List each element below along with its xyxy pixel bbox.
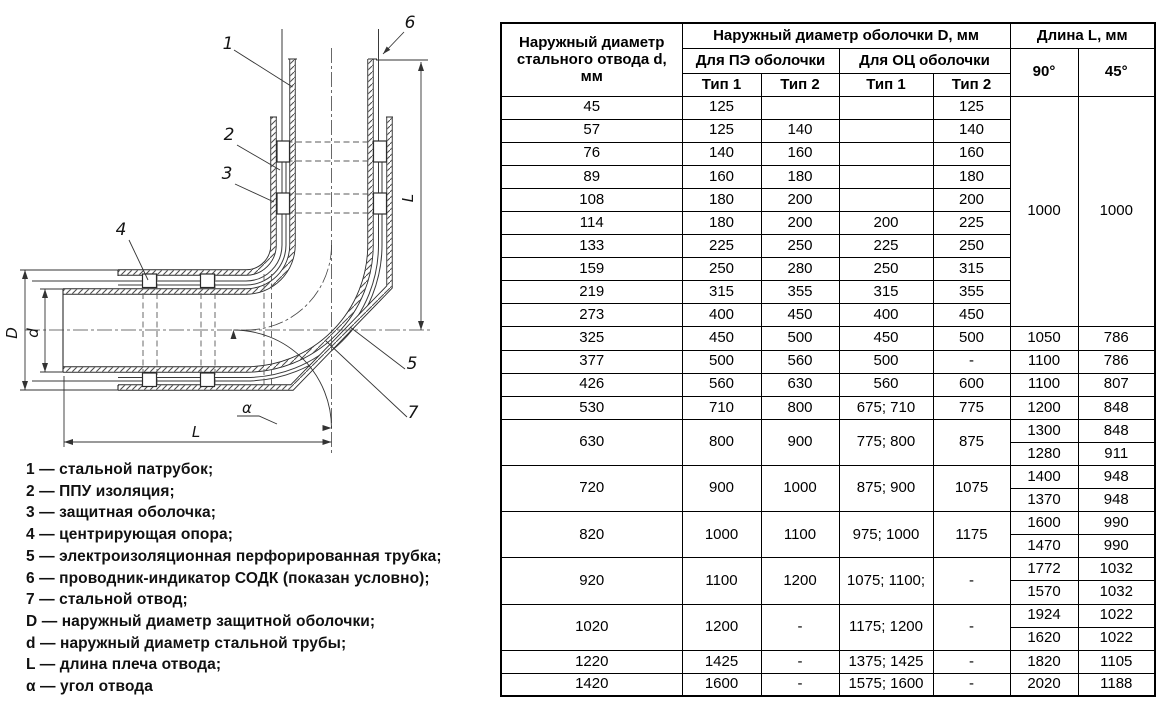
- table-cell: 848: [1078, 419, 1155, 442]
- header-90deg: 90°: [1010, 48, 1078, 96]
- callout-6: 6: [404, 13, 416, 33]
- header-pe-type2: Тип 2: [761, 73, 839, 96]
- table-cell: 675; 710: [839, 396, 933, 419]
- table-cell: 219: [501, 281, 682, 304]
- table-row: [501, 673, 1155, 696]
- legend-item: 4 — центрирующая опора;: [26, 526, 234, 544]
- table-cell: 1220: [501, 650, 682, 673]
- table-row: [501, 419, 1155, 442]
- table-cell: 1050: [1010, 327, 1078, 350]
- table-cell: 1075: [933, 466, 1010, 512]
- table-cell: 560: [682, 373, 761, 396]
- table-cell: [839, 188, 933, 211]
- table-cell: 1575; 1600: [839, 673, 933, 696]
- table-cell: 900: [761, 419, 839, 465]
- legend-item: D — наружный диаметр защитной оболочки;: [26, 612, 376, 630]
- table-cell: 911: [1078, 442, 1155, 465]
- spec-table: [500, 22, 1156, 697]
- table-cell: 920: [501, 558, 682, 604]
- table-cell: 1175; 1200: [839, 604, 933, 650]
- table-cell: -: [761, 650, 839, 673]
- table-cell: 900: [682, 466, 761, 512]
- table-row: [501, 350, 1155, 373]
- table-cell: 325: [501, 327, 682, 350]
- table-cell: 108: [501, 188, 682, 211]
- table-row: [501, 396, 1155, 419]
- table-cell: 1470: [1010, 535, 1078, 558]
- table-cell: 250: [839, 258, 933, 281]
- callout-leaders: [129, 32, 407, 417]
- table-cell: 1200: [761, 558, 839, 604]
- table-cell: 500: [933, 327, 1010, 350]
- table-cell: 1375; 1425: [839, 650, 933, 673]
- table-cell: 315: [933, 258, 1010, 281]
- table-cell: 800: [682, 419, 761, 465]
- table-cell: 975; 1000: [839, 512, 933, 558]
- table-cell: 133: [501, 235, 682, 258]
- table-cell: -: [933, 350, 1010, 373]
- table-cell: 180: [682, 211, 761, 234]
- table-cell: 1075; 1100;: [839, 558, 933, 604]
- protective-casing: [115, 117, 390, 388]
- table-cell: 225: [839, 235, 933, 258]
- table-cell: 159: [501, 258, 682, 281]
- table-cell: 200: [761, 188, 839, 211]
- table-cell: 875: [933, 419, 1010, 465]
- table-cell: 775; 800: [839, 419, 933, 465]
- pipe-elbow-drawing: [0, 0, 500, 462]
- table-cell: 800: [761, 396, 839, 419]
- table-cell: 807: [1078, 373, 1155, 396]
- table-cell: 1280: [1010, 442, 1078, 465]
- table-row: [501, 558, 1155, 581]
- table-cell: 1370: [1010, 489, 1078, 512]
- table-cell: 1620: [1010, 627, 1078, 650]
- spec-table-wrap: [500, 22, 1156, 697]
- conductor-indicator-lines: [32, 29, 382, 381]
- table-cell: 280: [761, 258, 839, 281]
- table-cell: 990: [1078, 512, 1155, 535]
- table-row: [501, 373, 1155, 396]
- table-row: [501, 512, 1155, 535]
- table-cell: 1200: [682, 604, 761, 650]
- table-cell: 630: [761, 373, 839, 396]
- table-cell: 160: [682, 165, 761, 188]
- table-cell: 160: [761, 142, 839, 165]
- table-cell: 786: [1078, 327, 1155, 350]
- table-cell: 377: [501, 350, 682, 373]
- table-cell: 786: [1078, 350, 1155, 373]
- table-cell: 114: [501, 211, 682, 234]
- dim-label-alpha: α: [242, 399, 252, 417]
- table-cell: 2020: [1010, 673, 1078, 696]
- table-cell: [839, 119, 933, 142]
- table-cell: -: [761, 673, 839, 696]
- table-cell: 426: [501, 373, 682, 396]
- table-cell: 45: [501, 96, 682, 119]
- legend-item: 7 — стальной отвод;: [26, 591, 188, 609]
- header-col-d: Наружный диаметр стального отвода d, мм: [501, 23, 682, 96]
- dimension-d: [24, 289, 63, 372]
- table-cell: 560: [761, 350, 839, 373]
- table-cell: 89: [501, 165, 682, 188]
- table-cell: 1100: [1010, 350, 1078, 373]
- table-cell: 500: [761, 327, 839, 350]
- table-cell: 560: [839, 373, 933, 396]
- table-cell: 315: [839, 281, 933, 304]
- table-cell: -: [933, 558, 1010, 604]
- table-cell: 140: [933, 119, 1010, 142]
- header-oc-type2: Тип 2: [933, 73, 1010, 96]
- table-cell: -: [761, 604, 839, 650]
- table-cell: 775: [933, 396, 1010, 419]
- table-row: [501, 604, 1155, 627]
- legend-item: 3 — защитная оболочка;: [26, 504, 216, 522]
- table-cell: 200: [933, 188, 1010, 211]
- table-cell: 57: [501, 119, 682, 142]
- table-cell: 180: [682, 188, 761, 211]
- table-cell: 630: [501, 419, 682, 465]
- table-cell: 125: [682, 119, 761, 142]
- table-cell: 1105: [1078, 650, 1155, 673]
- table-cell: 450: [682, 327, 761, 350]
- table-cell: 200: [839, 211, 933, 234]
- table-cell: 820: [501, 512, 682, 558]
- table-cell: 250: [682, 258, 761, 281]
- table-cell: 1188: [1078, 673, 1155, 696]
- table-cell: 1100: [682, 558, 761, 604]
- table-cell: 273: [501, 304, 682, 327]
- table-cell: 875; 900: [839, 466, 933, 512]
- table-cell: 125: [682, 96, 761, 119]
- table-cell: 450: [761, 304, 839, 327]
- table-cell: 500: [682, 350, 761, 373]
- table-cell: 1820: [1010, 650, 1078, 673]
- table-cell: [761, 96, 839, 119]
- legend-item: α — угол отвода: [26, 678, 153, 696]
- table-row: [501, 466, 1155, 489]
- dim-label-d: d: [24, 328, 42, 338]
- table-cell: 1020: [501, 604, 682, 650]
- dim-label-L-bottom: L: [191, 423, 201, 441]
- table-cell: 1772: [1010, 558, 1078, 581]
- table-cell: 250: [761, 235, 839, 258]
- callout-7: 7: [407, 403, 419, 423]
- legend: [26, 459, 442, 698]
- table-cell: 1200: [1010, 396, 1078, 419]
- table-cell: 848: [1078, 396, 1155, 419]
- dim-label-D: D: [3, 327, 21, 339]
- table-cell: 1100: [761, 512, 839, 558]
- table-cell: 720: [501, 466, 682, 512]
- header-45deg: 45°: [1078, 48, 1155, 96]
- table-cell: -: [933, 673, 1010, 696]
- table-cell: 1175: [933, 512, 1010, 558]
- table-cell: 1000: [1078, 96, 1155, 327]
- table-cell: 1000: [1010, 96, 1078, 327]
- table-cell: 1000: [761, 466, 839, 512]
- table-cell: 225: [682, 235, 761, 258]
- table-cell: 530: [501, 396, 682, 419]
- table-cell: -: [933, 650, 1010, 673]
- table-cell: 948: [1078, 489, 1155, 512]
- legend-item: 6 — проводник-индикатор СОДК (показан условно);: [26, 569, 430, 587]
- callout-5: 5: [406, 354, 418, 374]
- table-cell: 200: [761, 211, 839, 234]
- table-cell: 315: [682, 281, 761, 304]
- table-cell: 1100: [1010, 373, 1078, 396]
- legend-item: 2 — ППУ изоляция;: [26, 482, 175, 500]
- table-cell: 140: [682, 142, 761, 165]
- table-cell: 1400: [1010, 466, 1078, 489]
- table-cell: 710: [682, 396, 761, 419]
- table-row: [501, 96, 1155, 119]
- header-pe: Для ПЭ оболочки: [682, 48, 839, 73]
- header-group-L: Длина L, мм: [1010, 23, 1155, 48]
- table-cell: [839, 96, 933, 119]
- table-cell: [839, 165, 933, 188]
- table-cell: 1022: [1078, 627, 1155, 650]
- table-cell: -: [933, 604, 1010, 650]
- table-row: [501, 327, 1155, 350]
- table-cell: 1570: [1010, 581, 1078, 604]
- table-cell: 1600: [1010, 512, 1078, 535]
- table-cell: 1022: [1078, 604, 1155, 627]
- table-cell: 355: [761, 281, 839, 304]
- legend-item: 5 — электроизоляционная перфорированная трубка;: [26, 547, 442, 565]
- legend-item: L — длина плеча отвода;: [26, 656, 222, 674]
- table-cell: 450: [839, 327, 933, 350]
- table-cell: 400: [839, 304, 933, 327]
- callout-4: 4: [115, 220, 127, 240]
- table-cell: 160: [933, 142, 1010, 165]
- table-cell: 1032: [1078, 581, 1155, 604]
- table-cell: 500: [839, 350, 933, 373]
- table-cell: 250: [933, 235, 1010, 258]
- header-oc-type1: Тип 1: [839, 73, 933, 96]
- steel-pipe: [63, 59, 371, 370]
- table-cell: 1600: [682, 673, 761, 696]
- table-row: [501, 650, 1155, 673]
- table-cell: 600: [933, 373, 1010, 396]
- table-cell: 1425: [682, 650, 761, 673]
- callout-1: 1: [222, 34, 234, 54]
- legend-item: d — наружный диаметр стальной трубы;: [26, 634, 347, 652]
- header-oc: Для ОЦ оболочки: [839, 48, 1010, 73]
- callout-3: 3: [221, 164, 233, 184]
- table-cell: 180: [933, 165, 1010, 188]
- table-cell: 1420: [501, 673, 682, 696]
- table-cell: 450: [933, 304, 1010, 327]
- table-cell: 180: [761, 165, 839, 188]
- header-pe-type1: Тип 1: [682, 73, 761, 96]
- table-cell: 948: [1078, 466, 1155, 489]
- table-cell: 1924: [1010, 604, 1078, 627]
- legend-item: 1 — стальной патрубок;: [26, 461, 214, 478]
- header-group-D: Наружный диаметр оболочки D, мм: [682, 23, 1010, 48]
- table-cell: 1300: [1010, 419, 1078, 442]
- callout-2: 2: [223, 125, 235, 145]
- table-cell: 125: [933, 96, 1010, 119]
- table-cell: 1032: [1078, 558, 1155, 581]
- table-cell: 355: [933, 281, 1010, 304]
- table-cell: 76: [501, 142, 682, 165]
- dim-label-L-right: L: [399, 193, 417, 203]
- table-cell: 225: [933, 211, 1010, 234]
- table-cell: 140: [761, 119, 839, 142]
- table-cell: 990: [1078, 535, 1155, 558]
- table-cell: [839, 142, 933, 165]
- table-cell: 400: [682, 304, 761, 327]
- table-cell: 1000: [682, 512, 761, 558]
